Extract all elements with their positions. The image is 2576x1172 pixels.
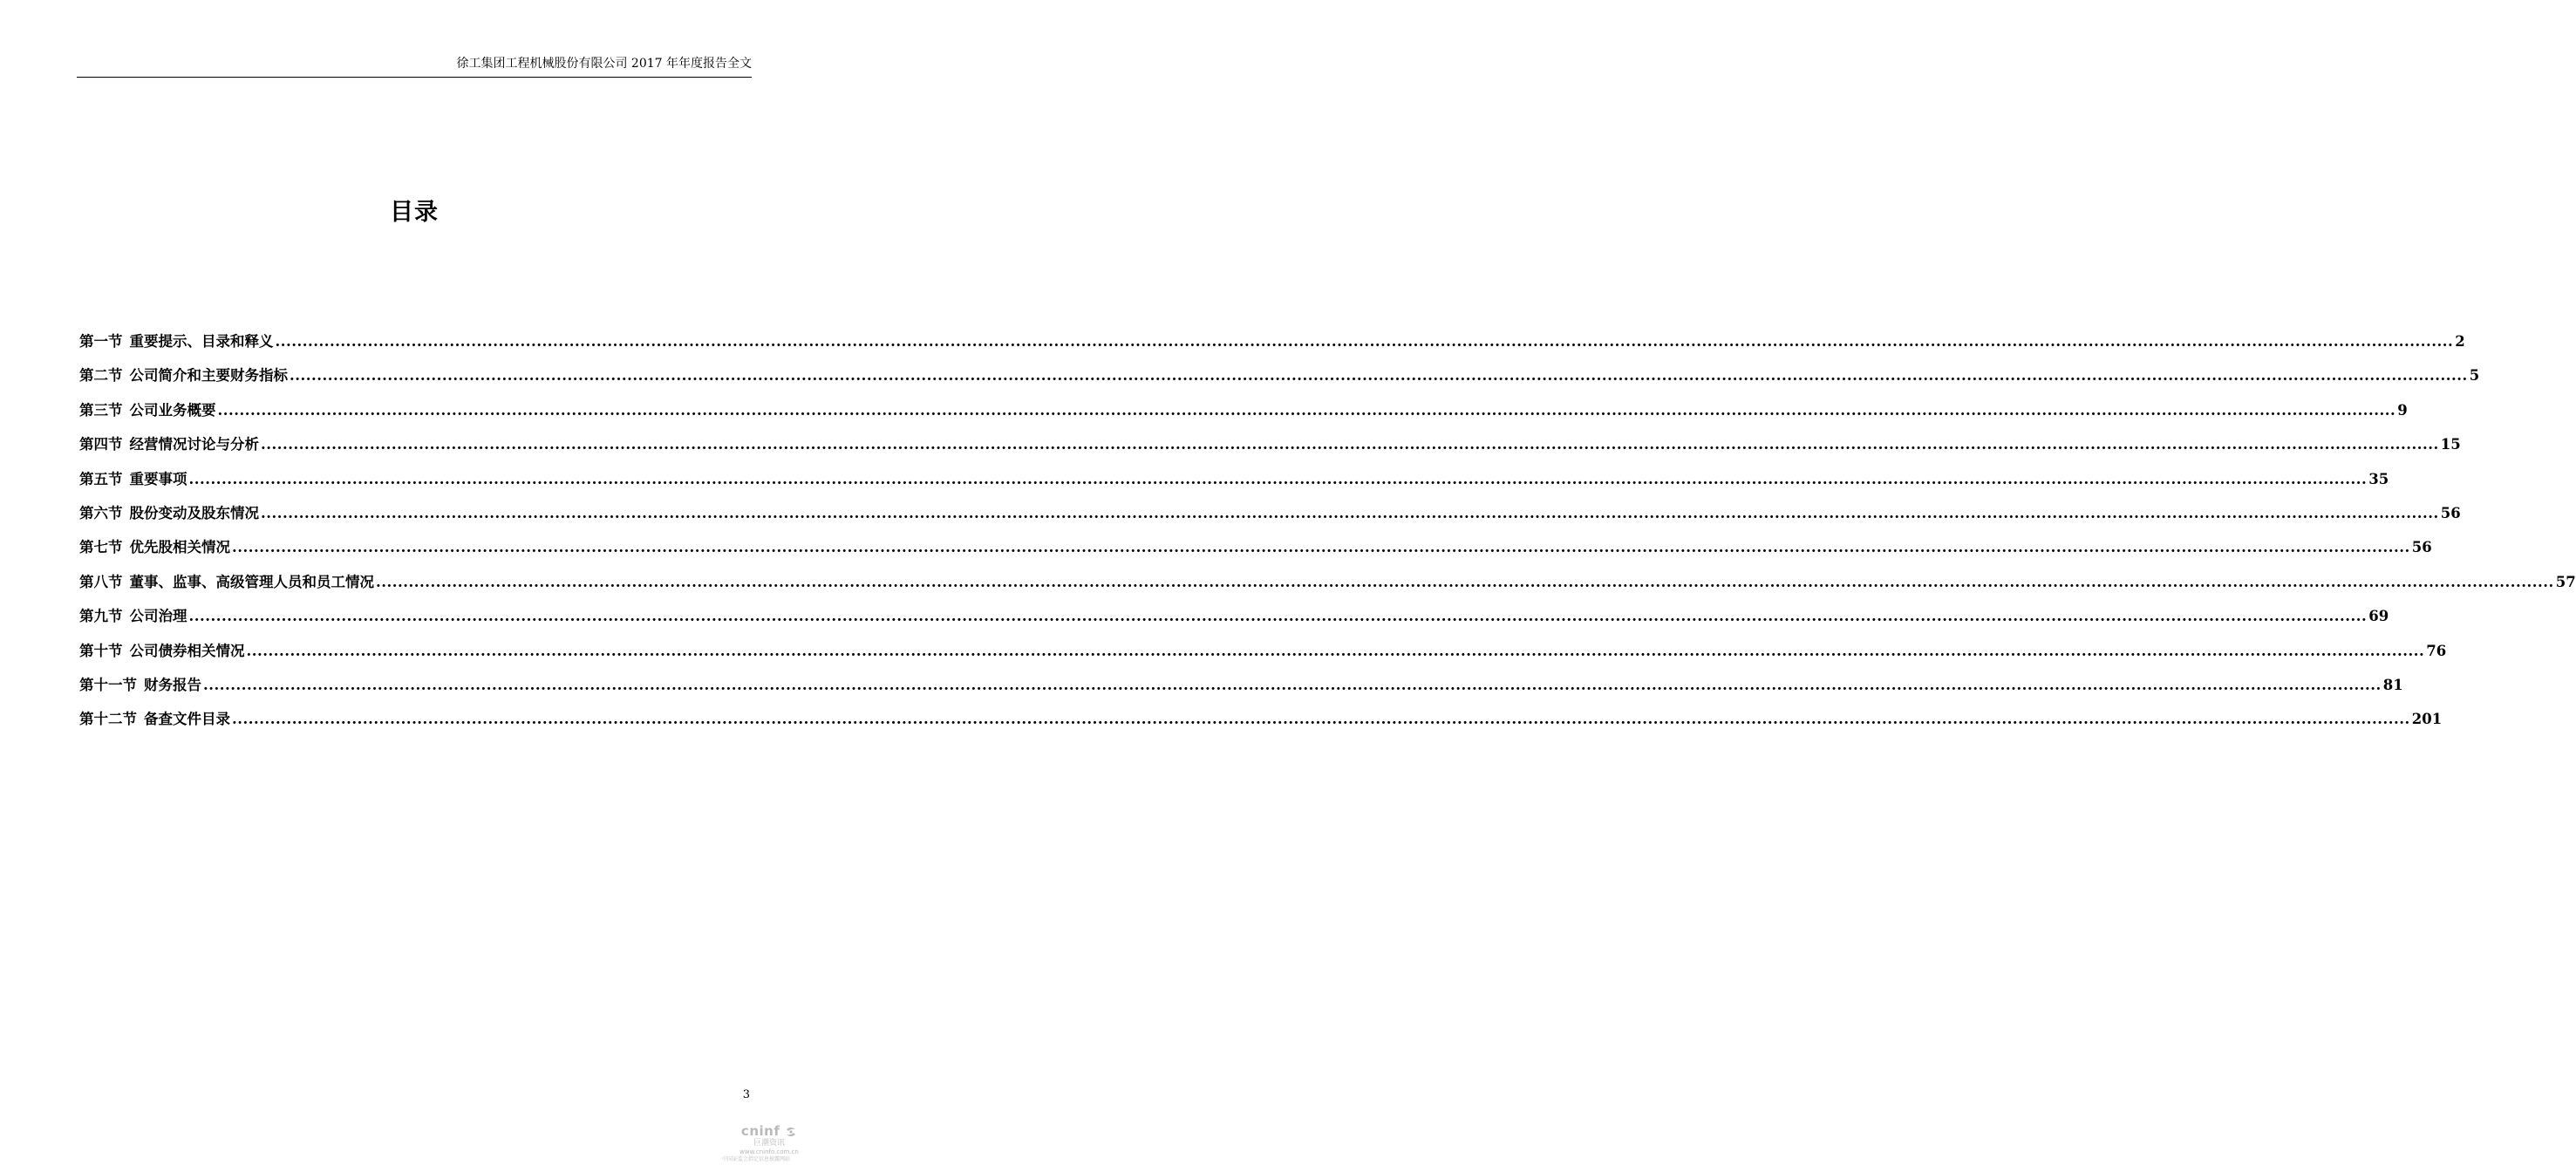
toc-section-title: 公司债券相关情况: [129, 642, 245, 659]
toc-dot-leader: ................................................................................................................................................................................................................................................................................................................................................................................................................: [376, 573, 2554, 590]
toc-section-number: 第九节: [79, 608, 123, 625]
toc-section-number: 第三节: [79, 401, 123, 419]
toc-section-number: 第六节: [79, 504, 123, 521]
logo-url: www.cninfo.com.cn: [739, 1148, 799, 1155]
toc-dot-leader: ................................................................................................................................................................................................................................................................................................................................................................................................................: [275, 333, 2454, 350]
toc-page-number: 2: [2455, 333, 2465, 350]
logo-swirl-icon: [785, 1126, 797, 1138]
toc-section-number: 第七节: [79, 539, 123, 556]
toc-entry[interactable]: [79, 434, 2461, 468]
toc-dot-leader: ................................................................................................................................................................................................................................................................................................................................................................................................................: [261, 436, 2439, 453]
toc-dot-leader: ................................................................................................................................................................................................................................................................................................................................................................................................................: [217, 401, 2396, 419]
logo-org: 中国证监会指定信息披露网站: [721, 1156, 790, 1162]
toc-section-number: 第十一节: [79, 676, 137, 693]
toc-section-title: 公司业务概要: [129, 401, 216, 419]
toc-page-number: 76: [2426, 642, 2447, 659]
toc-dot-leader: ................................................................................................................................................................................................................................................................................................................................................................................................................: [203, 676, 2382, 693]
toc-entry[interactable]: [79, 365, 2480, 399]
toc-page-number: 81: [2382, 676, 2403, 693]
toc-dot-leader: ................................................................................................................................................................................................................................................................................................................................................................................................................: [261, 504, 2439, 521]
toc-section-number: 第四节: [79, 436, 123, 453]
toc-page-number: 35: [2368, 470, 2389, 487]
toc-page-number: 5: [2469, 367, 2480, 385]
toc-section-title: 财务报告: [144, 676, 201, 693]
logo-text: cninf: [740, 1123, 780, 1139]
toc-section-title: 重要提示、目录和释义: [129, 333, 274, 350]
toc-page-number: 56: [2411, 539, 2432, 556]
page-header: [77, 51, 752, 78]
toc-section-title: 重要事项: [129, 470, 187, 487]
toc-dot-leader: ................................................................................................................................................................................................................................................................................................................................................................................................................: [232, 711, 2410, 728]
toc-section-title: 董事、监事、高级管理人员和员工情况: [129, 573, 374, 590]
page-number: 3: [742, 1088, 750, 1101]
toc-section-title: 优先股相关情况: [129, 539, 230, 556]
toc-section-title: 公司简介和主要财务指标: [129, 367, 288, 385]
toc-page-number: 15: [2440, 436, 2461, 453]
toc-page-number: 57: [2555, 573, 2576, 590]
toc-dot-leader: ................................................................................................................................................................................................................................................................................................................................................................................................................: [232, 539, 2410, 556]
toc-section-number: 第二节: [79, 367, 123, 385]
toc-section-number: 第十节: [79, 642, 123, 659]
toc-entry[interactable]: [79, 572, 2576, 606]
toc-entry[interactable]: [79, 537, 2432, 571]
toc-entry[interactable]: [79, 709, 2443, 743]
toc-entry[interactable]: [79, 641, 2447, 675]
toc-entry[interactable]: [79, 675, 2403, 709]
toc-section-title: 公司治理: [129, 608, 187, 625]
logo-wordmark: [727, 1123, 811, 1139]
cninfo-watermark-logo: [721, 1123, 811, 1169]
toc-dot-leader: ................................................................................................................................................................................................................................................................................................................................................................................................................: [246, 642, 2425, 659]
toc-section-title: 股份变动及股东情况: [129, 504, 259, 521]
toc-section-number: 第八节: [79, 573, 123, 590]
toc-entry[interactable]: [79, 606, 2389, 640]
toc-page-number: 56: [2440, 504, 2461, 521]
toc-dot-leader: ................................................................................................................................................................................................................................................................................................................................................................................................................: [188, 470, 2368, 487]
toc-dot-leader: ................................................................................................................................................................................................................................................................................................................................................................................................................: [188, 608, 2368, 625]
toc-section-title: 经营情况讨论与分析: [129, 436, 259, 453]
toc-dot-leader: ................................................................................................................................................................................................................................................................................................................................................................................................................: [290, 367, 2468, 385]
toc-entry[interactable]: [79, 400, 2408, 434]
toc-page-number: 69: [2368, 608, 2389, 625]
toc-section-number: 第一节: [79, 333, 123, 350]
toc-page-number: 9: [2397, 401, 2408, 419]
page-title: 目录: [390, 199, 439, 226]
toc-section-number: 第十二节: [79, 711, 137, 728]
logo-name-cn: 巨潮资讯: [753, 1139, 785, 1148]
toc-page-number: 201: [2411, 711, 2443, 728]
toc-entry[interactable]: [79, 503, 2461, 537]
toc-section-number: 第五节: [79, 470, 123, 487]
table-of-contents: [79, 331, 2576, 744]
toc-entry[interactable]: [79, 331, 2465, 365]
header-report-title: 徐工集团工程机械股份有限公司 2017 年年度报告全文: [456, 57, 752, 71]
toc-section-title: 备查文件目录: [144, 711, 230, 728]
toc-entry[interactable]: [79, 469, 2389, 503]
